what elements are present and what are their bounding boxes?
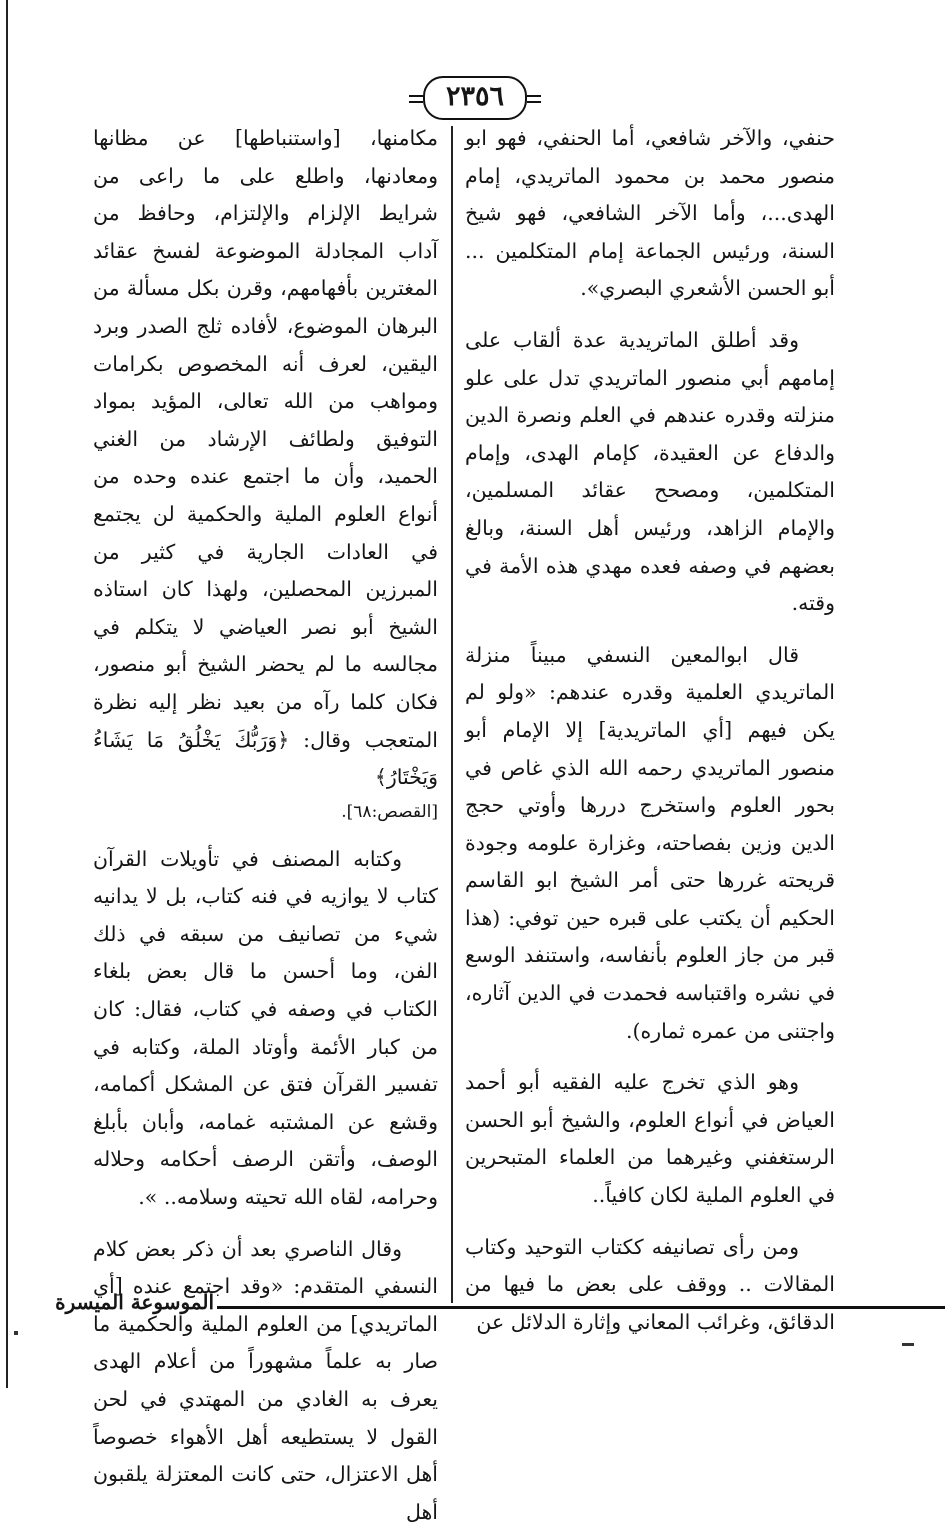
column-divider — [451, 126, 453, 1303]
paragraph: وهو الذي تخرج عليه الفقيه أبو أحمد العياض في أنواع العلوم، والشيخ أبو الحسن الرستغفني وغيرهما من العلماء المتبحرين في العلوم الملية لكان كافياً.. — [465, 1070, 835, 1208]
footer-rule — [217, 1306, 945, 1309]
paragraph: حنفي، والآخر شافعي، أما الحنفي، فهو ابو منصور محمد بن محمود الماتريدي، إمام الهدى...، وأما الآخر الشافعي، فهو شيخ السنة، ورئيس الجماعة إمام المتكلمين ... أبو الحسن الأشعري البصري». — [465, 126, 835, 301]
scan-mark — [902, 1343, 914, 1346]
paragraph: قال ابوالمعين النسفي مبيناً منزلة الماتريدي العلمية وقدره عندهم: «ولو لم يكن فيهم [أي الماتريدية] إلا الإمام أبو منصور الماتريدي رحمه الله الذي غاص في بحور العلوم واستخرج دررها وأوتي حجج الدين وزين بفصاحته، وغزارة علومه وجودة قريحته غررها حتى أمر الشيخ ابو القاسم الحكيم أن يكتب على قبره حين توفي: (هذا قبر من جاز العلوم بأنفاسه، واستنفد الوسع في نشره واقتباسه فحمدت في الدين آثاره، واجتنى من عمره ثماره). — [465, 642, 835, 1043]
paragraph: ومن رأى تصانيفه ككتاب التوحيد وكتاب المقالات .. ووقف على بعض ما فيها من الدقائق، وغرائب المعاني وإثارة الدلائل عن — [465, 1234, 835, 1334]
page-edge-rule — [6, 0, 8, 1388]
scan-mark — [14, 1331, 18, 1335]
page-number: ٢٣٥٦ — [423, 76, 527, 120]
left-column — [93, 120, 438, 1531]
quran-reference: [القصص:٦٨]. — [341, 801, 438, 822]
paragraph: وكتابه المصنف في تأويلات القرآن كتاب لا يوازيه في فنه كتاب، بل لا يدانيه شيء من تصانيف من سبقه في ذلك الفن، وما أحسن ما قال بعض بلغاء الكتاب في وصفه في كتاب، فقال: كان من كبار الأئمة وأوتاد الملة، وكتابه في تفسير القرآن فتق عن المشكل أكمامه، وقشع عن المشتبه غمامه، وأبان بأبلغ الوصف، وأتقن الرصف أحكامه وحلاله وحرامه، لقاه الله تحيته وسلامه.. ». — [93, 846, 438, 1210]
paragraph: وقال الناصري بعد أن ذكر بعض كلام النسفي المتقدم: «وقد اجتمع عنده [أي الماتريدي] من العلوم الملية والحكمية ما صار به علماً مشهوراً من أعلام الهدى يعرف به الغادي من المهتدي في لحن القول لا يستطيعه أهل الأهواء خصوصاً أهل الاعتزال، حتى كانت المعتزلة يلقبون أهل — [93, 1236, 438, 1524]
paragraph: وقد أطلق الماتريدية عدة ألقاب على إمامهم أبي منصور الماتريدي تدل على علو منزلته وقدره عندهم في العلم ونصرة الدين والدفاع عن العقيدة، كإمام الهدى، وإمام المتكلمين، ومصحح عقائد المسلمين، والإمام الزاهد، ورئيس أهل السنة، وبالغ بعضهم في وصفه فعده مهدي هذه الأمة في وقته. — [465, 327, 835, 616]
footer-title: الموسوعة الميسرة — [55, 1290, 214, 1314]
paragraph: مكامنها، [واستنباطها] عن مظانها ومعادنها، واطلع على ما راعى من شرايط الإلزام والإلتزام، وحافظ من آداب المجادلة الموضوعة لفسخ عقائد المغترين بأفهامهم، وقرن بكل مسألة من البرهان الموضوع، لأفاده ثلج الصدر وبرد اليقين، لعرف أنه المخصوص بكرامات ومواهب من الله تعالى، المؤيد بمواد التوفيق ولطائف الإرشاد من الغني الحميد، وأن ما اجتمع عنده وحده من أنواع العلوم الملية والحكمية لن يجتمع في العادات الجارية في كثير من المبرزين المحصلين، ولهذا كان استاذه الشيخ أبو نصر العياضي لا يتكلم في مجالسه ما لم يحضر الشيخ أبو منصور، فكان كلما رآه من بعيد نظر إليه نظرة المتعجب وقال: ﴿وَرَبُّكَ يَخْلُقُ مَا يَشَاءُ وَيَخْتَارُ﴾ — [93, 126, 438, 790]
right-column — [465, 120, 835, 1341]
